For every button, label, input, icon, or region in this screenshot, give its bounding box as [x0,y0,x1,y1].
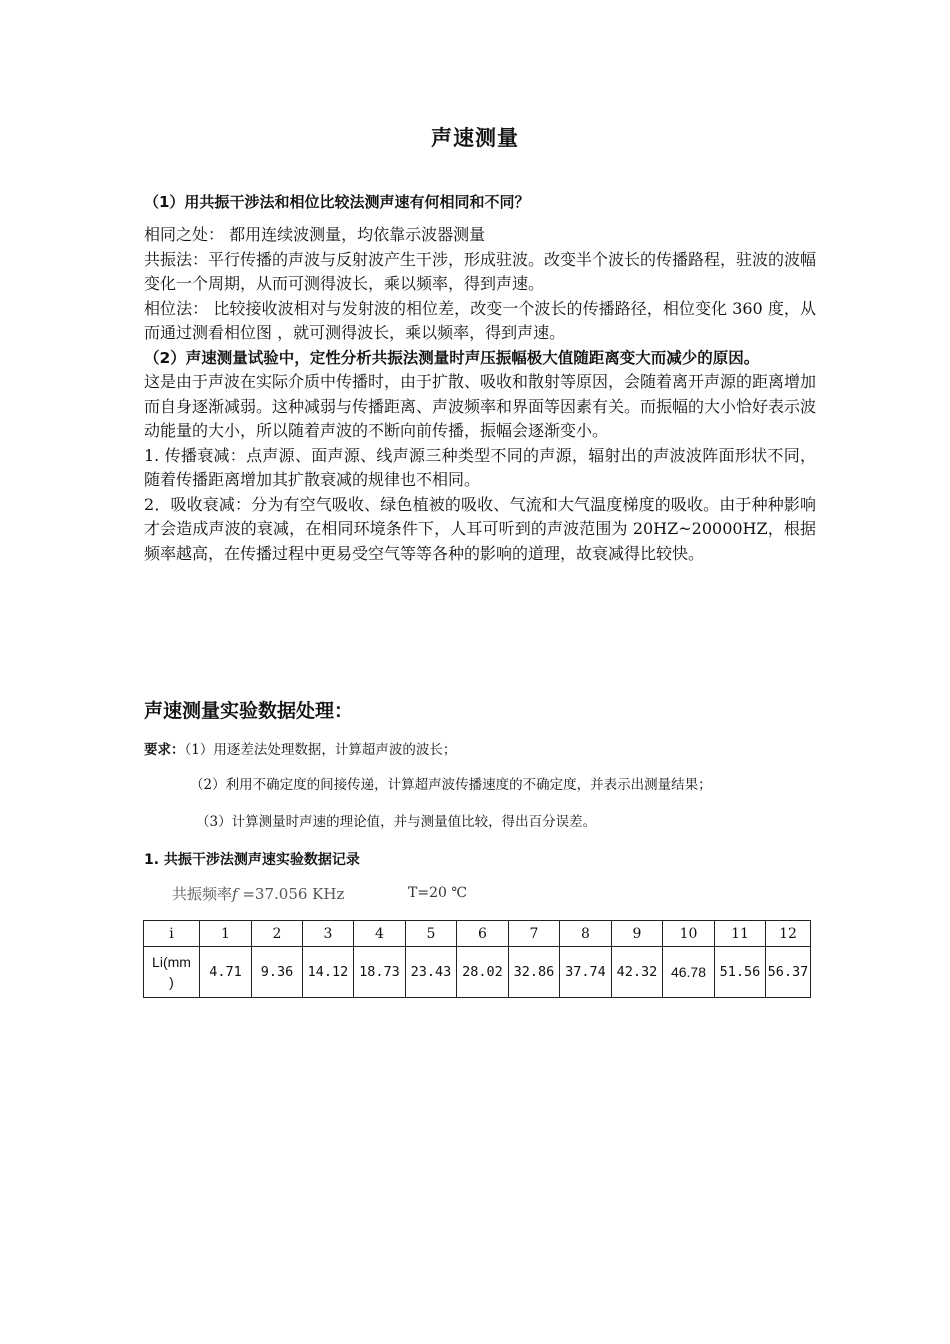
resonance-frequency [172,883,344,904]
table-cell: 28.02 [457,947,509,998]
paragraph-reason: 这是由于声波在实际介质中传播时，由于扩散、吸收和散射等原因，会随着离开声源的距离增加而自身逐渐减弱。这种减弱与传播距离、声波频率和界面等因素有关。而振幅的大小恰好表示波动能量的大小，所以随着声波的不断向前传播，振幅会逐渐变小。 [144,372,817,440]
paragraph-absorption-attenuation: 2．吸收衰减：分为有空气吸收、绿色植被的吸收、气流和大气温度梯度的吸收。由于种种影响才会造成声波的衰减，在相同环境条件下，人耳可听到的声波范围为 20HZ~20000HZ，根据频率越高，在传播过程中更易受空气等等各种的影响的道理，故衰减得比较快。 [144,494,816,563]
table-row [144,947,811,998]
question-2: （2）声速测量试验中，定性分析共振法测量时声压振幅极大值随距离变大而减少的原因。 [144,348,760,367]
table-row-label [144,947,200,998]
data-record-heading: 1. 共振干涉法测声速实验数据记录 [144,852,360,868]
row-label-line-1: Li(mm [152,954,191,970]
row-label-line-2: ) [169,974,174,990]
table-index: 2 [252,921,303,947]
requirement-label: 要求： [144,742,185,758]
table-cell: 23.43 [406,947,457,998]
table-cell: 14.12 [303,947,354,998]
table-index: 4 [354,921,406,947]
page-title: 声速测量 [431,126,519,150]
paragraph-same: 相同之处： 都用连续波测量，均依靠示波器测量 [144,225,486,244]
paragraph-propagation-attenuation: 1. 传播衰减：点声源、面声源、线声源三种类型不同的声源，辐射出的声波波阵面形状不同，随着传播距离增加其扩散衰减的规律也不相同。 [144,445,816,489]
data-table [143,920,811,998]
requirement-1 [144,738,456,758]
table-index: 1 [200,921,252,947]
section-title: 声速测量实验数据处理： [144,700,354,722]
requirement-text-1: （1）用逐差法处理数据，计算超声波的波长； [184,742,457,758]
table-index: 9 [612,921,663,947]
answer-body [144,223,816,566]
requirement-2: （2）利用不确定度的间接传递，计算超声波传播速度的不确定度，并表示出测量结果； [190,777,712,793]
table-cell: 51.56 [715,947,766,998]
frequency-value: =37.056 KHz [237,885,345,903]
table-cell: 37.74 [560,947,612,998]
table-cell: 32.86 [509,947,560,998]
table-header-row [144,921,811,947]
table-cell: 18.73 [354,947,406,998]
table-cell: 56.37 [766,947,811,998]
table-cell: 9.36 [252,947,303,998]
table-header-label: i [144,921,200,947]
table-index: 7 [509,921,560,947]
table-index: 5 [406,921,457,947]
table-index: 8 [560,921,612,947]
table-index: 12 [766,921,811,947]
paragraph-phase: 相位法： 比较接收波相对与发射波的相位差，改变一个波长的传播路径，相位变化 360 度，从而通过测看相位图 ，就可测得波长，乘以频率，得到声速。 [144,298,816,342]
frequency-symbol: f [232,885,238,903]
temperature: T=20 ℃ [408,885,467,901]
frequency-label: 共振频率 [172,885,233,903]
paragraph-resonance: 共振法：平行传播的声波与反射波产生干涉，形成驻波。改变半个波长的传播路程，驻波的波幅变化一个周期，从而可测得波长，乘以频率，得到声速。 [144,249,817,293]
table-cell: 4.71 [200,947,252,998]
table-cell: 46.78 [663,947,715,998]
table-index: 3 [303,921,354,947]
table-cell: 42.32 [612,947,663,998]
table-index: 10 [663,921,715,947]
table-index: 11 [715,921,766,947]
table-index: 6 [457,921,509,947]
question-1: （1）用共振干涉法和相位比较法测声速有何相同和不同？ [144,193,530,211]
requirement-3: （3）计算测量时声速的理论值，并与测量值比较，得出百分误差。 [196,814,597,830]
